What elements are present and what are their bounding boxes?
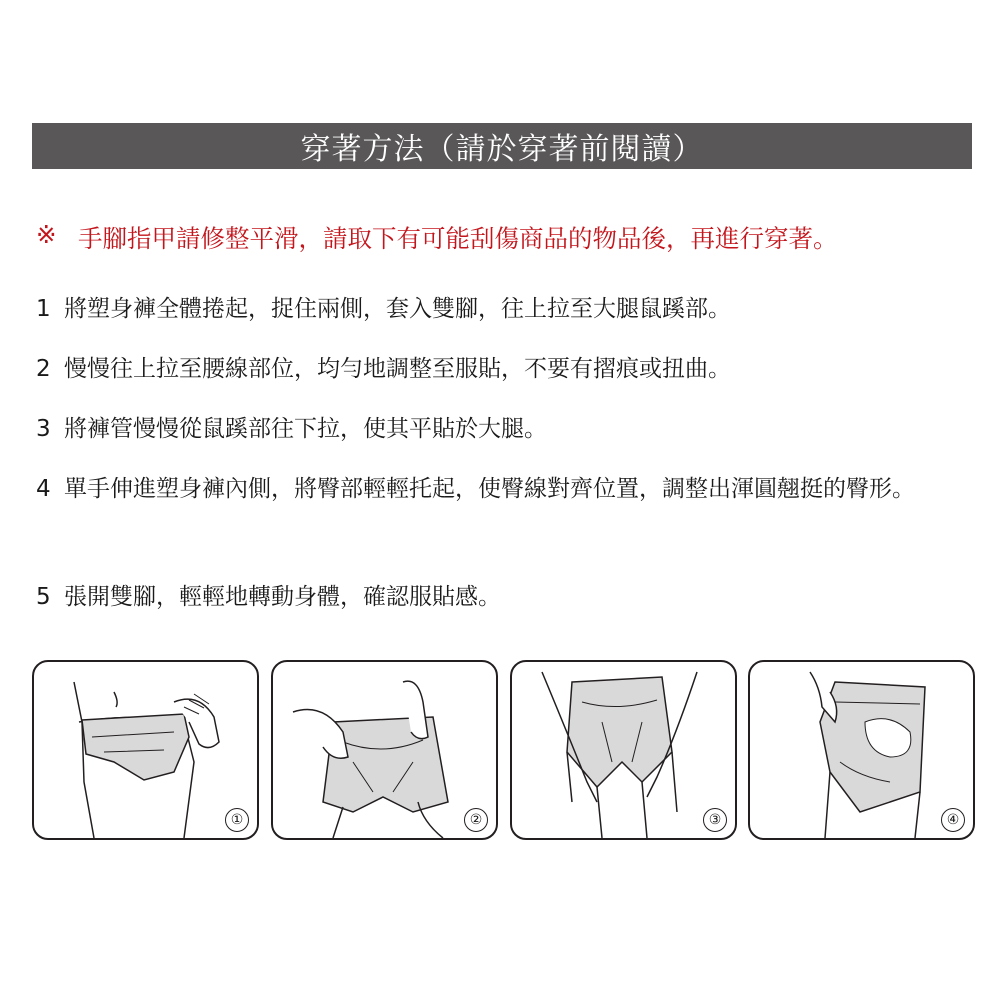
step-4 [36,470,959,508]
step-number-badge: ① [225,808,249,832]
reference-mark: ※ [36,220,57,249]
pulling-leg-down-illustration [512,662,735,838]
warning-text: 手腳指甲請修整平滑，請取下有可能刮傷商品的物品後，再進行穿著。 [78,224,838,253]
pulling-up-garment-illustration [34,662,257,838]
step-text: 張開雙腳，輕輕地轉動身體，確認服貼感。 [64,584,501,610]
step-text: 將褲管慢慢從鼠蹊部往下拉，使其平貼於大腿。 [64,416,547,442]
step-1 [36,290,959,328]
illustration-step-3 [510,660,737,840]
step-number: 1 [36,296,51,322]
lifting-hip-illustration [750,662,973,838]
step-number-badge: ④ [941,808,965,832]
step-number-badge: ③ [703,808,727,832]
step-2 [36,350,959,388]
step-number: 3 [36,416,51,442]
step-text: 慢慢往上拉至腰線部位，均勻地調整至服貼，不要有摺痕或扭曲。 [64,356,731,382]
step-3 [36,410,959,448]
warning-notice [36,220,976,255]
step-number: 5 [36,584,51,610]
illustration-step-4 [748,660,975,840]
page-title: 穿著方法（請於穿著前閱讀） [300,132,704,167]
step-number: 2 [36,356,51,382]
illustration-panels [32,660,972,840]
illustration-step-2 [271,660,498,840]
header-bar [32,123,972,169]
illustration-step-1 [32,660,259,840]
step-5 [36,578,959,616]
step-number: 4 [36,476,51,502]
adjusting-waist-illustration [273,662,496,838]
step-text: 單手伸進塑身褲內側，將臀部輕輕托起，使臀線對齊位置，調整出渾圓翹挺的臀形。 [64,476,915,502]
step-number-badge: ② [464,808,488,832]
step-text: 將塑身褲全體捲起，捉住兩側，套入雙腳，往上拉至大腿鼠蹊部。 [64,296,731,322]
